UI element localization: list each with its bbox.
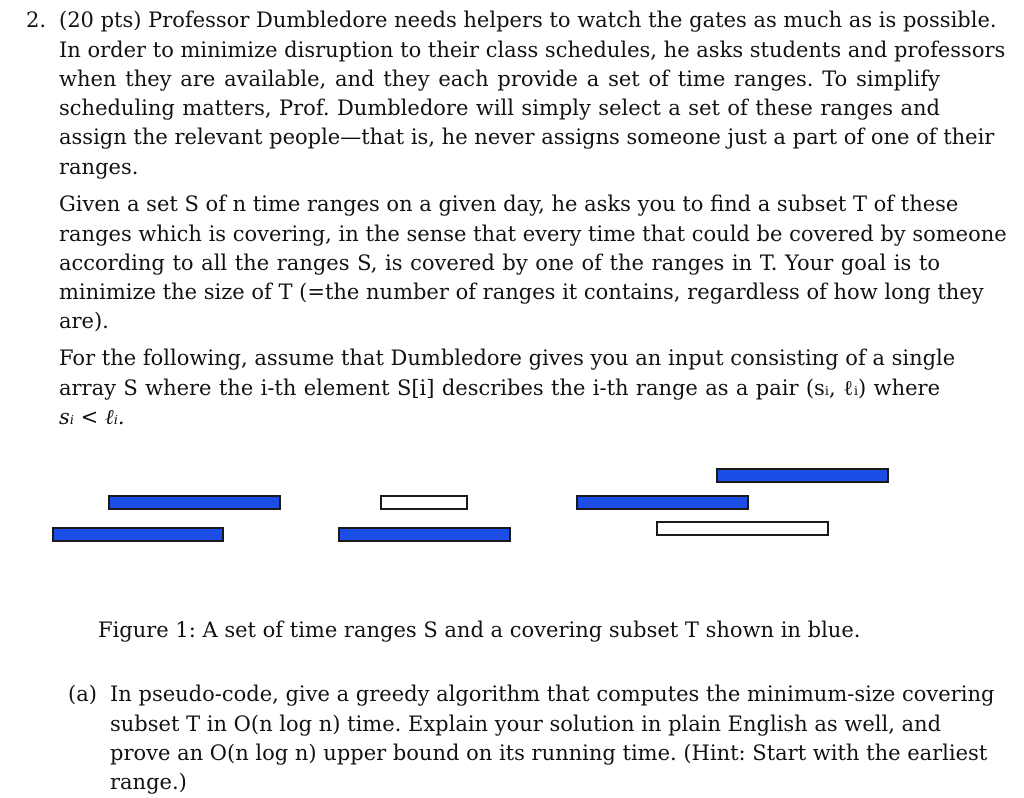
paragraph-1-line-6: ranges. bbox=[59, 155, 139, 179]
paragraph-3-line-3: sᵢ < ℓᵢ. bbox=[59, 405, 125, 429]
paragraph-1-line-5: assign the relevant people—that is, he never assigns someone just a part of one of their bbox=[59, 125, 995, 149]
paragraph-2-line-1: Given a set S of n time ranges on a given day, he asks you to find a subset T of these bbox=[59, 192, 959, 216]
uncovered-range-bar bbox=[380, 495, 468, 510]
covering-range-bar bbox=[338, 527, 511, 542]
covering-range-bar bbox=[108, 495, 281, 510]
figure-caption: Figure 1: A set of time ranges S and a covering subset T shown in blue. bbox=[98, 618, 861, 642]
paragraph-2-line-2: ranges which is covering, in the sense that every time that could be covered by someone bbox=[59, 222, 1007, 246]
part-a-line-3: prove an O(n log n) upper bound on its running time. (Hint: Start with the earliest bbox=[110, 741, 988, 765]
paragraph-2-line-4: minimize the size of T (=the number of ranges it contains, regardless of how long they bbox=[59, 280, 984, 304]
problem-number: 2. bbox=[26, 8, 47, 32]
uncovered-range-bar bbox=[656, 521, 829, 536]
paragraph-1-line-1: (20 pts) Professor Dumbledore needs helpers to watch the gates as much as is possible. bbox=[59, 8, 997, 32]
covering-range-bar bbox=[716, 468, 889, 483]
paragraph-3-line-1: For the following, assume that Dumbledore gives you an input consisting of a single bbox=[59, 346, 956, 370]
paragraph-1-line-4: scheduling matters, Prof. Dumbledore will simply select a set of these ranges and bbox=[59, 96, 940, 120]
part-a-line-1: In pseudo-code, give a greedy algorithm that computes the minimum-size covering bbox=[110, 682, 995, 706]
paragraph-1-line-2: In order to minimize disruption to their class schedules, he asks students and professors bbox=[59, 38, 1006, 62]
paragraph-1-line-3: when they are available, and they each provide a set of time ranges. To simplify bbox=[59, 67, 940, 91]
paragraph-2-line-5: are). bbox=[59, 309, 109, 333]
covering-range-bar bbox=[576, 495, 749, 510]
paragraph-2-line-3: according to all the ranges S, is covered by one of the ranges in T. Your goal is to bbox=[59, 251, 940, 275]
part-a-line-4: range.) bbox=[110, 770, 187, 794]
covering-range-bar bbox=[52, 527, 224, 542]
part-a-label: (a) bbox=[68, 682, 97, 706]
part-a-line-2: subset T in O(n log n) time. Explain your solution in plain English as well, and bbox=[110, 712, 942, 736]
paragraph-3-line-2: array S where the i-th element S[i] describes the i-th range as a pair (sᵢ, ℓᵢ) where bbox=[59, 376, 940, 400]
